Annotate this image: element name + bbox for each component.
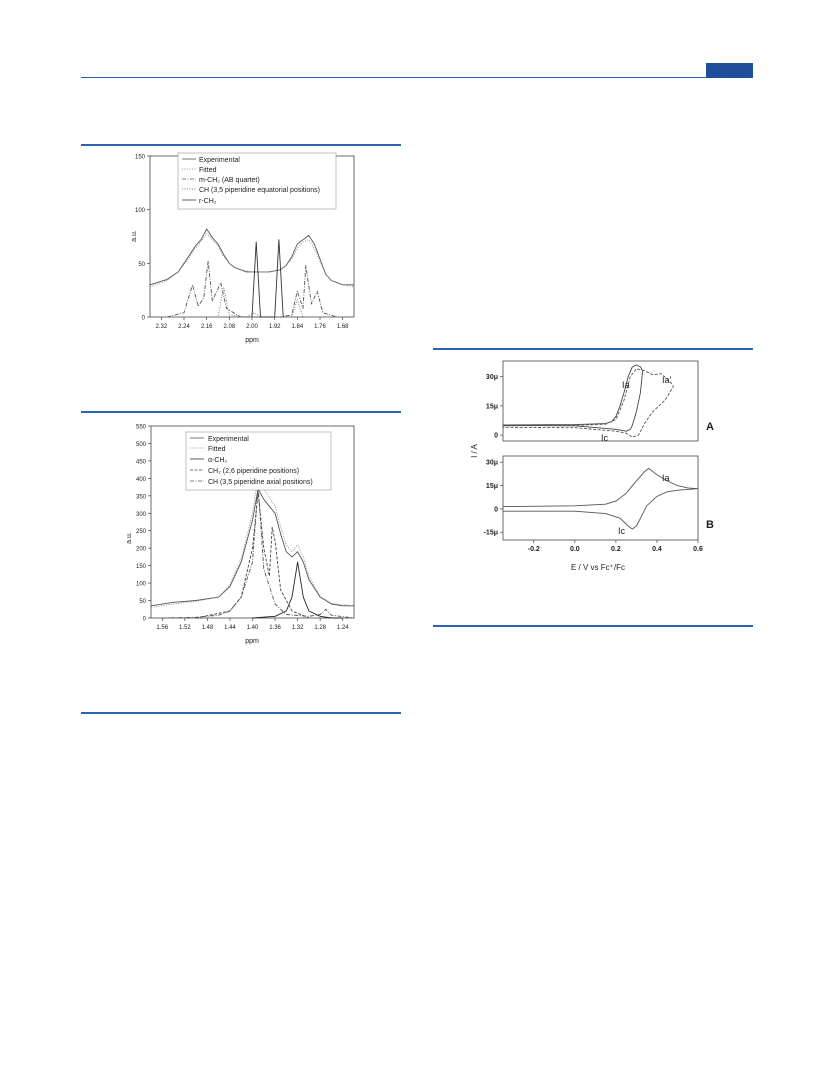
chart1-ytick-label: 100 [134, 208, 145, 215]
chart1-xtick-label: 1.68 [336, 324, 349, 330]
chart2-ytick-label: 450 [135, 459, 146, 466]
chart2-ytick-label: 550 [135, 424, 146, 431]
chart3b-ytick-label: 30μ [485, 459, 498, 467]
chart2-xtick-label: 1.56 [156, 625, 169, 631]
chart3b-ytick-label: -15μ [483, 529, 498, 537]
chart1-xtick-label: 2.08 [223, 324, 236, 330]
chart3b-xtick-label: 0.0 [569, 546, 580, 553]
chart1-legend-fitted: Fitted [199, 167, 217, 174]
chart1-xtick-label: 2.16 [200, 324, 213, 330]
chart1-xtick-label: 1.92 [268, 324, 281, 330]
chart3b-ytick-label: 15μ [485, 483, 498, 491]
chart1-xlabel: ppm [245, 337, 259, 344]
annotation-ia-a: Ia [622, 380, 630, 390]
chart1-xtick-label: 1.84 [291, 324, 304, 330]
chart2-legend-ch2-26: CH₂ (2,6 piperidine positions) [208, 468, 300, 475]
chart3-panel-a-plot [486, 361, 698, 441]
chart1-xtick-label: 2.00 [246, 324, 258, 330]
chart2-ytick-label: 50 [139, 599, 146, 606]
chart2-ytick-label: 350 [135, 494, 146, 501]
chart2-xtick-label: 1.28 [314, 625, 327, 631]
chart2-ytick-label: 0 [142, 616, 146, 623]
chart2-ytick-label: 200 [135, 546, 146, 553]
panel-a-label: A [706, 421, 714, 433]
chart2-xtick-label: 1.44 [224, 625, 236, 631]
chart2-ytick-label: 500 [135, 441, 146, 448]
chart3a-frame [503, 361, 698, 441]
annotation-ic-b: Ic [618, 526, 626, 536]
chart2-legend-experimental: Experimental [208, 436, 249, 443]
chart2-ytick-label: 150 [135, 564, 146, 571]
chart3b-ytick-label: 0 [494, 506, 498, 514]
annotation-ic-a: Ic [601, 433, 609, 443]
chart2-legend-ch-axial: CH (3,5 piperidine axial positions) [208, 479, 313, 486]
chart3b-xtick-label: -0.2 [527, 546, 540, 553]
annotation-ia-b: Ia [662, 473, 670, 483]
chart2-ytick-label: 400 [135, 476, 146, 483]
chart1-ytick-label: 50 [138, 261, 145, 268]
chart3a-ytick-label: 30μ [485, 374, 498, 382]
chart2-xtick-label: 1.40 [246, 625, 259, 631]
annotation-ia-prime-a: Ia' [662, 375, 672, 385]
chart2-legend-alpha-ch2: α-CH₂ [208, 457, 228, 464]
chart2-xtick-label: 1.48 [201, 625, 214, 631]
chart2-ylabel: a.u. [126, 532, 133, 544]
chart3b-xtick-label: 0.2 [611, 546, 621, 553]
chart2-xtick-label: 1.32 [291, 625, 304, 631]
chart3a-series-1 [503, 365, 643, 431]
chart1-legend-experimental: Experimental [199, 157, 240, 164]
chart3a-ytick-label: 15μ [485, 403, 498, 411]
chart1-ylabel: a.u. [131, 230, 138, 242]
chart1-xtick-label: 1.76 [314, 324, 326, 330]
panel-b-label: B [706, 519, 714, 531]
chart1-xtick-label: 2.24 [178, 324, 190, 330]
chart1-legend-ch-equatorial: CH (3,5 piperidine equatorial positions) [199, 187, 321, 194]
chart3-xlabel: E / V vs Fc⁺/Fc [570, 563, 626, 572]
chart2-legend-fitted: Fitted [208, 446, 226, 453]
chart3b-xtick-label: 0.6 [693, 546, 703, 553]
chart2-xlabel: ppm [245, 638, 259, 645]
chart1-xtick-label: 2.32 [155, 324, 168, 330]
chart2-xtick-label: 1.24 [336, 625, 349, 631]
chart3-ylabel: I / A [470, 444, 479, 458]
chart3-panel-b-plot [484, 456, 703, 553]
chart1-legend-m-ch2: m-CH₂ (AB quartet) [199, 177, 260, 184]
chart1-legend-r-ch2: r-CH₂ [199, 198, 217, 205]
chart3b-xtick-label: 0.4 [652, 546, 662, 553]
chart3a-ytick-label: 0 [494, 432, 498, 440]
chart2-ytick-label: 300 [135, 511, 146, 518]
chart2-ytick-label: 250 [135, 529, 146, 536]
chart2-xtick-label: 1.36 [269, 625, 281, 631]
chart2-ytick-label: 100 [135, 581, 146, 588]
chart3b-frame [503, 456, 698, 540]
chart1-ytick-label: 0 [141, 315, 145, 322]
chart1-ytick-label: 150 [134, 154, 145, 161]
chart2-xtick-label: 1.52 [178, 625, 191, 631]
